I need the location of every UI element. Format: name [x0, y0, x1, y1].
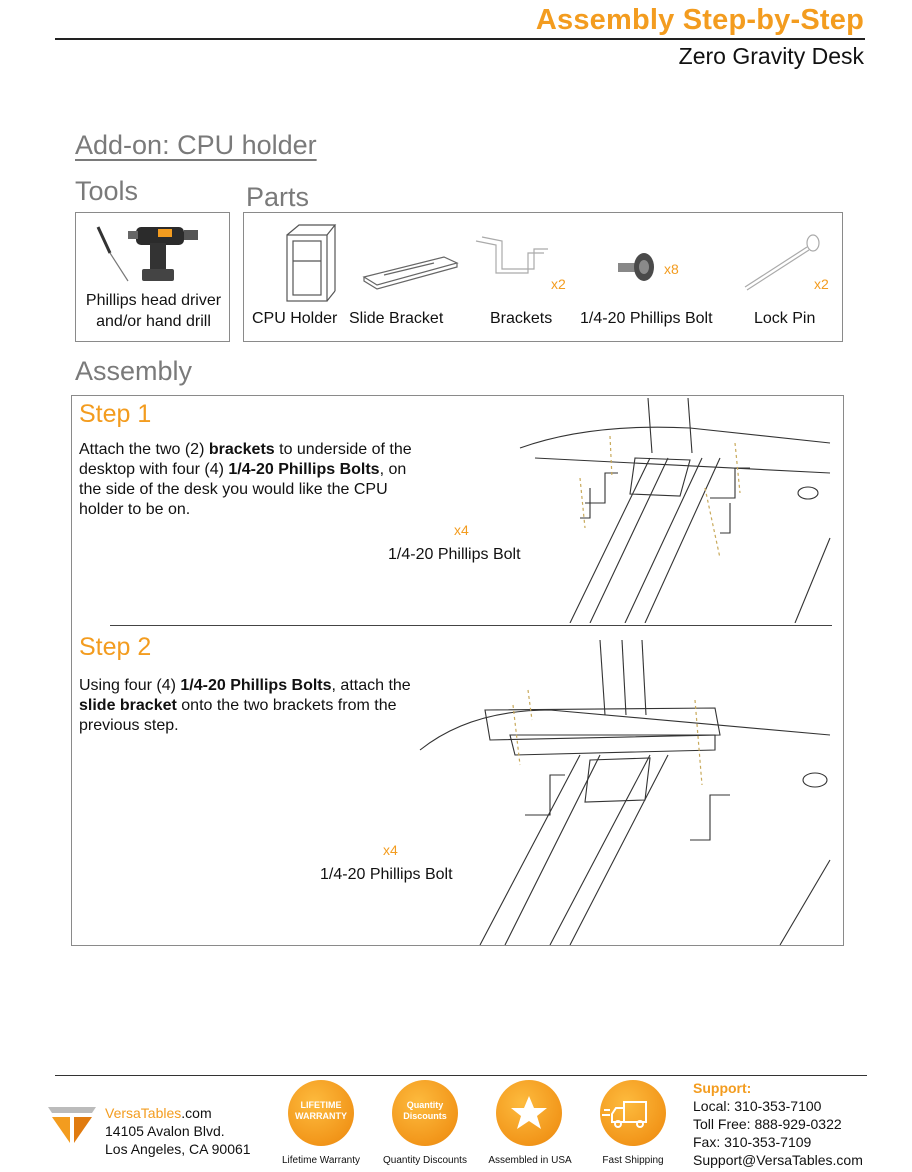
part-label-bolt: 1/4-20 Phillips Bolt [580, 310, 713, 327]
support-local: Local: 310-353-7100 [693, 1098, 822, 1114]
support-email[interactable]: Support@VersaTables.com [693, 1152, 863, 1168]
step2-callout-qty: x4 [383, 842, 398, 858]
fast-shipping-badge [600, 1080, 666, 1146]
slide-bracket-illustration [359, 253, 459, 293]
product-name: Zero Gravity Desk [678, 43, 864, 69]
support-title: Support: [693, 1080, 752, 1096]
part-qty-bolt: x8 [664, 261, 679, 277]
address-line2: Los Angeles, CA 90061 [105, 1141, 251, 1157]
step-divider [110, 625, 832, 626]
parts-title: Parts [246, 182, 310, 212]
brackets-illustration [472, 233, 552, 288]
step1-diagram [440, 398, 840, 623]
lifetime-warranty-badge: LIFETIME WARRANTY [288, 1080, 354, 1146]
tools-box [75, 212, 230, 342]
tools-illustration [88, 219, 223, 289]
step1-title: Step 1 [79, 400, 152, 428]
part-qty-brackets: x2 [551, 276, 566, 292]
parts-box [243, 212, 843, 342]
lock-pin-illustration [739, 233, 824, 293]
step2-text: Using four (4) 1/4-20 Phillips Bolts, attach the slide bracket onto the two brackets from the previous step. [79, 677, 411, 734]
bolt-illustration [614, 251, 664, 285]
assembled-in-usa-badge [496, 1080, 562, 1146]
quantity-discounts-badge: Quantity Discounts [392, 1080, 458, 1146]
versatables-logo-icon [48, 1103, 98, 1153]
step2-diagram [410, 640, 840, 945]
part-label-lock-pin: Lock Pin [754, 310, 816, 327]
addon-title: Add-on: CPU holder [75, 130, 317, 160]
step2-title: Step 2 [79, 633, 152, 661]
brand-name: VersaTables.com [105, 1105, 212, 1121]
quantity-discounts-label: Quantity Discounts [383, 1155, 467, 1166]
part-label-brackets: Brackets [490, 310, 553, 327]
support-tollfree: Toll Free: 888-929-0322 [693, 1116, 842, 1132]
tools-title: Tools [75, 176, 139, 206]
drill-icon [128, 227, 198, 281]
cpu-holder-illustration [279, 221, 339, 306]
tools-caption: Phillips head driver and/or hand drill [85, 292, 222, 330]
address-line1: 14105 Avalon Blvd. [105, 1123, 225, 1139]
step2-callout-label: 1/4-20 Phillips Bolt [320, 866, 453, 883]
step1-callout-qty: x4 [454, 522, 469, 538]
part-label-slide-bracket: Slide Bracket [349, 310, 444, 327]
support-fax: Fax: 310-353-7109 [693, 1134, 812, 1150]
step1-callout-label: 1/4-20 Phillips Bolt [388, 546, 521, 563]
document-title: Assembly Step-by-Step [535, 4, 864, 36]
part-label-cpu-holder: CPU Holder [252, 310, 338, 327]
star-icon [496, 1080, 562, 1146]
fast-shipping-label: Fast Shipping [602, 1155, 664, 1166]
footer-rule [55, 1075, 867, 1076]
screwdriver-icon [98, 227, 128, 281]
truck-icon [600, 1080, 666, 1146]
assembled-in-usa-label: Assembled in USA [488, 1155, 572, 1166]
header-rule [55, 38, 865, 40]
lifetime-warranty-label: Lifetime Warranty [282, 1155, 360, 1166]
step1-text: Attach the two (2) brackets to underside of the desktop with four (4) 1/4-20 Phillips Bolts, on the side of the desk you would like the CPU holder to be on. [79, 441, 412, 518]
assembly-title: Assembly [75, 356, 193, 386]
part-qty-lock-pin: x2 [814, 276, 829, 292]
